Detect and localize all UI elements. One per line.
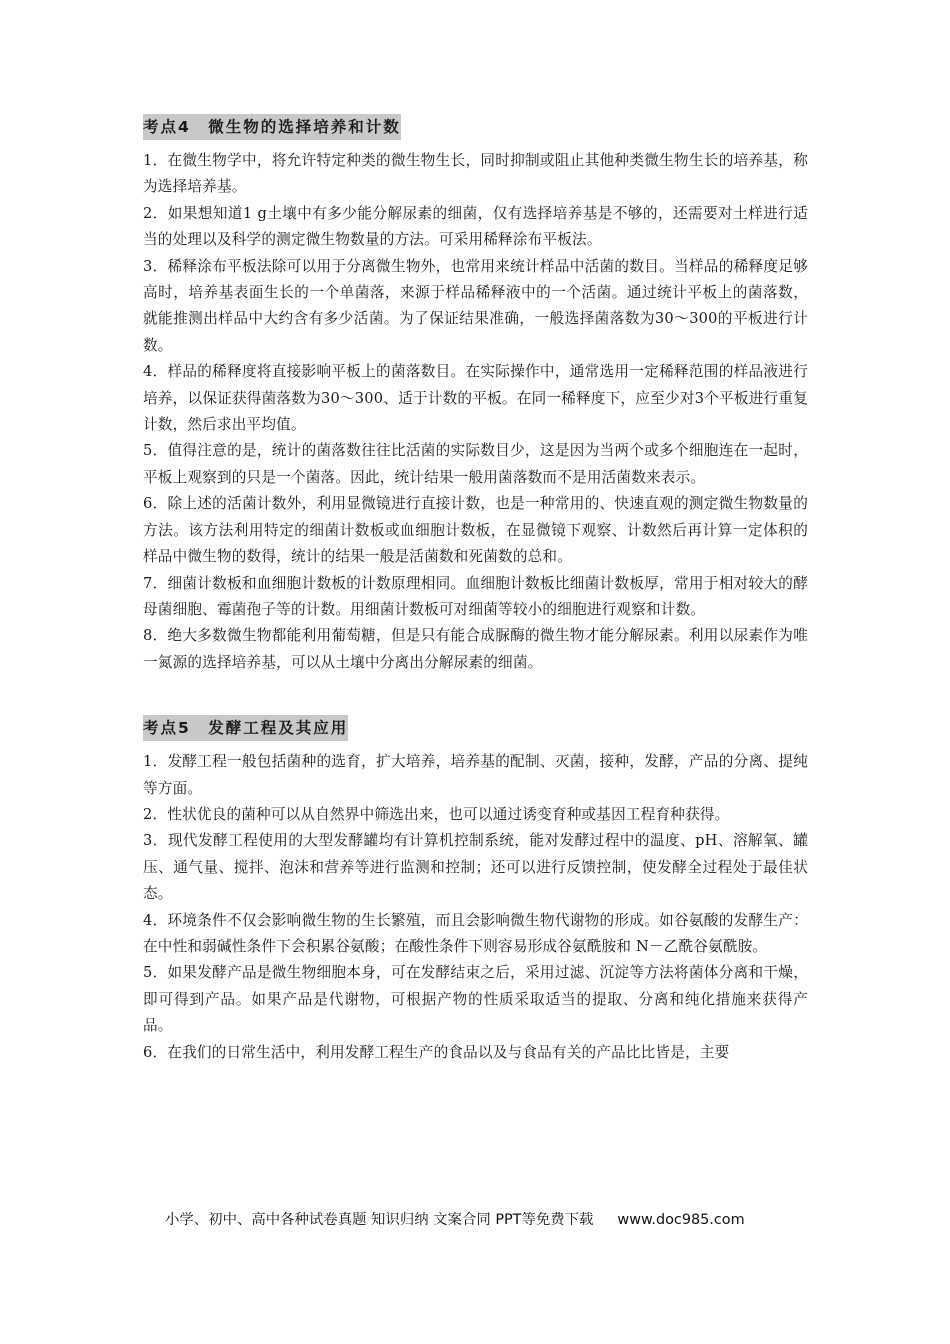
heading-row: [143, 713, 808, 743]
paragraph: 6．在我们的日常生活中，利用发酵工程生产的食品以及与食品有关的产品比比皆是，主要: [143, 1043, 730, 1061]
section-heading: 考点5 发酵工程及其应用: [143, 715, 348, 741]
paragraph: 2．性状优良的菌种可以从自然界中筛选出来，也可以通过诱变育种或基因工程育种获得。: [143, 805, 730, 823]
paragraph: 7．细菌计数板和血细胞计数板的计数原理相同。血细胞计数板比细菌计数板厚，常用于相对较大的酵母菌细胞、霉菌孢子等的计数。用细菌计数板可对细菌等较小的细胞进行观察和计数。: [143, 574, 808, 618]
section-5: [143, 713, 808, 1066]
section-4: [143, 112, 808, 676]
footer-text: 小学、初中、高中各种试卷真题 知识归纳 文案合同 PPT等免费下载: [165, 1212, 594, 1228]
paragraph: 3．稀释涂布平板法除可以用于分离微生物外，也常用来统计样品中活菌的数目。当样品的稀释度足够高时，培养基表面生长的一个单菌落，来源于样品稀释液中的一个活菌。通过统计平板上的菌落数，就能推测出样品中大约含有多少活菌。为了保证结果准确，一般选择菌落数为30～300的平板进行计数。: [143, 257, 808, 354]
paragraph: 5．值得注意的是，统计的菌落数往往比活菌的实际数目少，这是因为当两个或多个细胞连在一起时，平板上观察到的只是一个菌落。因此，统计结果一般用菌落数而不是用活菌数来表示。: [143, 442, 808, 486]
paragraph: 1．发酵工程一般包括菌种的选育，扩大培养，培养基的配制、灭菌，接种，发酵，产品的分离、提纯等方面。: [143, 753, 808, 797]
page-footer: [165, 1208, 805, 1232]
paragraph: 8．绝大多数微生物都能利用葡萄糖，但是只有能合成脲酶的微生物才能分解尿素。利用以尿素作为唯一氮源的选择培养基，可以从土壤中分离出分解尿素的细菌。: [143, 627, 808, 671]
paragraph: 5．如果发酵产品是微生物细胞本身，可在发酵结束之后，采用过滤、沉淀等方法将菌体分离和干燥，即可得到产品。如果产品是代谢物，可根据产物的性质采取适当的提取、分离和纯化措施来获得产品。: [143, 964, 808, 1035]
paragraph: 4．环境条件不仅会影响微生物的生长繁殖，而且会影响微生物代谢物的形成。如谷氨酸的发酵生产：在中性和弱碱性条件下会积累谷氨酸；在酸性条件下则容易形成谷氨酰胺和 N－乙酰谷氨酰胺。: [143, 911, 808, 955]
paragraph: 4．样品的稀释度将直接影响平板上的菌落数目。在实际操作中，通常选用一定稀释范围的样品液进行培养，以保证获得菌落数为30～300、适于计数的平板。在同一稀释度下，应至少对3个平板进行重复计数，然后求出平均值。: [143, 363, 808, 434]
heading-row: [143, 112, 808, 142]
paragraph: 1．在微生物学中，将允许特定种类的微生物生长，同时抑制或阻止其他种类微生物生长的培养基，称为选择培养基。: [143, 152, 808, 196]
footer-url[interactable]: www.doc985.com: [617, 1212, 745, 1228]
document-page: [143, 112, 808, 1066]
paragraph: 6．除上述的活菌计数外，利用显微镜进行直接计数，也是一种常用的、快速直观的测定微生物数量的方法。该方法利用特定的细菌计数板或血细胞计数板，在显微镜下观察、计数然后再计算一定体积的样品中微生物的数得，统计的结果一般是活菌数和死菌数的总和。: [143, 495, 808, 566]
section-heading: 考点4 微生物的选择培养和计数: [143, 114, 401, 140]
section-gap: [143, 676, 808, 713]
paragraph: 3．现代发酵工程使用的大型发酵罐均有计算机控制系统，能对发酵过程中的温度、pH、溶解氧、罐压、通气量、搅拌、泡沫和营养等进行监测和控制；还可以进行反馈控制，使发酵全过程处于最佳状态。: [143, 832, 808, 903]
paragraph: 2．如果想知道1 g土壤中有多少能分解尿素的细菌，仅有选择培养基是不够的，还需要对土样进行适当的处理以及科学的测定微生物数量的方法。可采用稀释涂布平板法。: [143, 204, 808, 249]
